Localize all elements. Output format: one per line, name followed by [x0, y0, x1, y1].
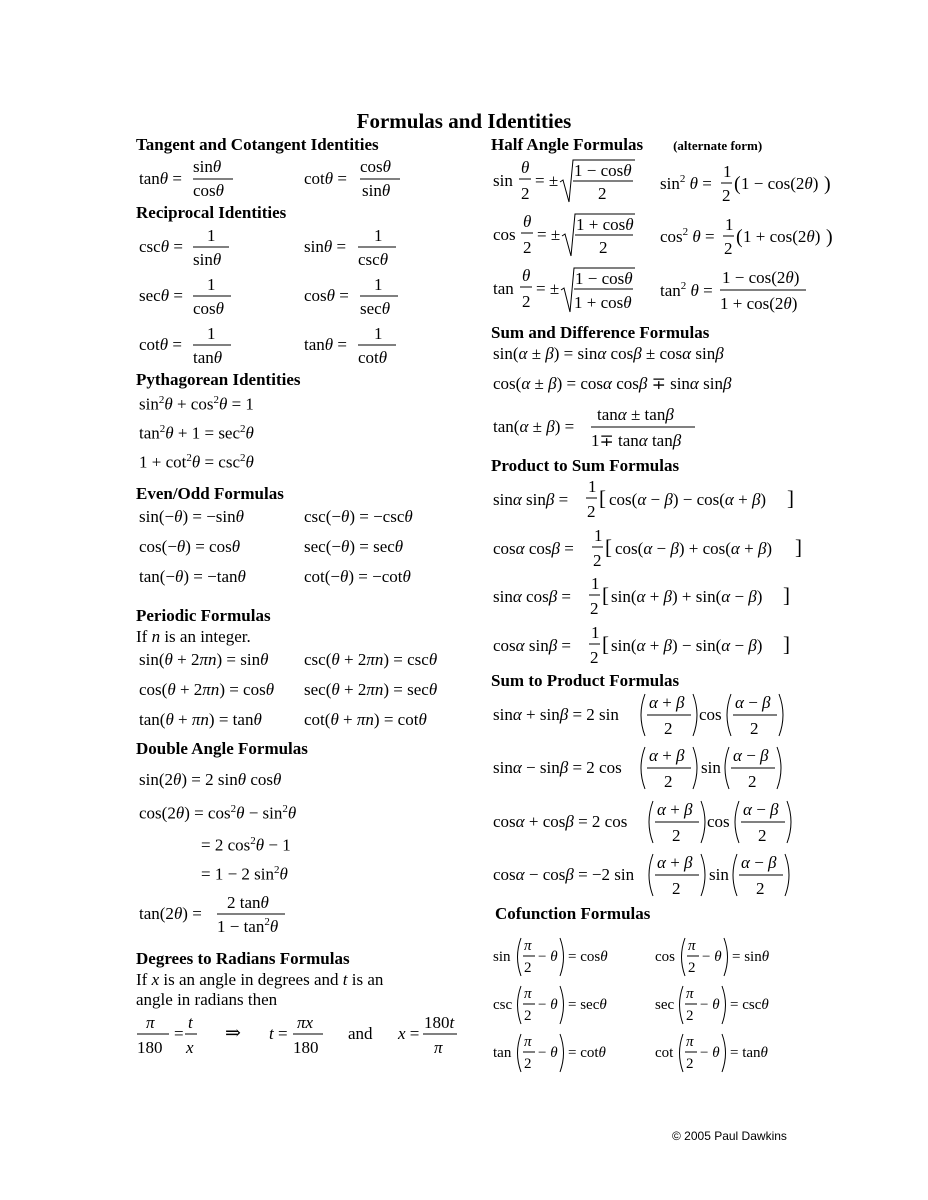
- svg-text:π: π: [524, 986, 532, 1002]
- svg-text:1 − cos(2θ): 1 − cos(2θ): [741, 174, 819, 193]
- svg-text:= ±: = ±: [536, 279, 560, 298]
- formula-half-sin-alt: [660, 162, 835, 214]
- svg-text:2: 2: [598, 184, 607, 203]
- svg-text:cos: cos: [493, 225, 516, 244]
- svg-text:1: 1: [207, 275, 216, 294]
- svg-text:sec: sec: [655, 997, 675, 1013]
- formula-dbl-sin: sin(2θ) = 2 sinθ cosθ: [139, 770, 282, 789]
- heading-sum-to-product: Sum to Product Formulas: [491, 671, 680, 690]
- svg-text:2: 2: [599, 238, 608, 257]
- svg-text:cos(α − β) + cos(α + β): cos(α − β) + cos(α + β): [615, 539, 773, 558]
- svg-text:2: 2: [756, 879, 765, 898]
- formula-per-sec: sec(θ + 2πn) = secθ: [304, 680, 438, 699]
- svg-text:sinθ =: sinθ =: [304, 237, 347, 256]
- svg-text:t: t: [188, 1013, 193, 1032]
- formula-ps-4: [493, 625, 813, 674]
- formula-dbl-cos-3: = 1 − 2 $\sin^2\theta$: [201, 864, 288, 884]
- svg-text:1 − cosθ: 1 − cosθ: [574, 161, 632, 180]
- svg-text:cotθ =: cotθ =: [304, 169, 347, 188]
- heading-half-angle: Half Angle Formulas (alternate form): [491, 135, 763, 154]
- svg-text:cos(α − β) − cos(α + β): cos(α − β) − cos(α + β): [609, 490, 767, 509]
- formula-per-cot: cot(θ + πn) = cotθ: [304, 710, 427, 729]
- svg-text:]: ]: [787, 486, 794, 510]
- svg-text:2: 2: [593, 551, 602, 570]
- heading-periodic: Periodic Formulas: [136, 606, 271, 625]
- svg-text:]: ]: [783, 583, 790, 607]
- svg-text:= cosθ: = cosθ: [568, 949, 608, 965]
- svg-text:[: [: [605, 535, 612, 559]
- svg-text:1∓ tanα tanβ: 1∓ tanα tanβ: [591, 431, 682, 450]
- svg-text:2: 2: [590, 648, 599, 667]
- svg-text:cos: cos: [699, 705, 722, 724]
- svg-text:180t: 180t: [424, 1013, 455, 1032]
- svg-text:(: (: [736, 226, 743, 248]
- svg-text:cosθ: cosθ: [360, 157, 392, 176]
- svg-text:2: 2: [521, 184, 530, 203]
- svg-text:α + β: α + β: [657, 853, 693, 872]
- formula-sd-sin: sin(α ± β) = sinα cosβ ± cosα sinβ: [493, 344, 724, 363]
- svg-text:1 − cosθ: 1 − cosθ: [575, 269, 633, 288]
- svg-text:1: 1: [591, 574, 600, 593]
- formula-cf-sin: [493, 934, 623, 985]
- formula-eo-cot: cot(−θ) = −cotθ: [304, 567, 411, 586]
- svg-text:2 tanθ: 2 tanθ: [227, 893, 269, 912]
- heading-reciprocal: Reciprocal Identities: [136, 203, 287, 222]
- formula-eo-sec: sec(−θ) = secθ: [304, 537, 404, 556]
- formula-sp-4: [493, 850, 813, 907]
- formula-half-cos-alt: [660, 215, 835, 267]
- formula-pyth-2: $\tan^2\theta + 1 = \sec^2\theta$: [139, 423, 254, 443]
- formula-eo-sin: sin(−θ) = −sinθ: [139, 507, 244, 526]
- and-label: and: [348, 1024, 373, 1043]
- svg-text:θ: θ: [523, 212, 532, 231]
- formula-ps-2: [493, 528, 813, 577]
- svg-text:1: 1: [207, 226, 216, 245]
- svg-text:tan(α ± β) =: tan(α ± β) =: [493, 417, 575, 436]
- svg-text:cos: cos: [707, 812, 730, 831]
- svg-text:1: 1: [594, 526, 603, 545]
- svg-text:α + β: α + β: [649, 693, 685, 712]
- svg-text:2: 2: [672, 879, 681, 898]
- formula-cf-csc: [493, 982, 623, 1033]
- formula-sp-3: [493, 797, 803, 854]
- svg-text:cscθ: cscθ: [358, 250, 389, 269]
- svg-text:2: 2: [524, 960, 532, 976]
- svg-text:π: π: [688, 938, 696, 954]
- svg-text:− θ: − θ: [538, 949, 558, 965]
- svg-text:α + β: α + β: [649, 746, 685, 765]
- svg-text:sin: sin: [701, 758, 721, 777]
- svg-text:180: 180: [137, 1038, 163, 1057]
- svg-text:π: π: [524, 938, 532, 954]
- formula-half-sin: [493, 156, 643, 211]
- svg-text:[: [: [602, 583, 609, 607]
- svg-text:= ±: = ±: [535, 171, 559, 190]
- svg-text:2: 2: [748, 772, 757, 791]
- svg-text:α − β: α − β: [741, 853, 777, 872]
- formula-tan-def: [139, 157, 249, 206]
- svg-text:sinα + sinβ = 2 sin: sinα + sinβ = 2 sin: [493, 705, 619, 724]
- heading-pythagorean: Pythagorean Identities: [136, 370, 301, 389]
- formula-sec-recip: [139, 274, 249, 325]
- svg-text:1 − cos(2θ): 1 − cos(2θ): [722, 268, 800, 287]
- formula-per-sin: sin(θ + 2πn) = sinθ: [139, 650, 269, 669]
- heading-degrees-radians: Degrees to Radians Formulas: [136, 949, 350, 968]
- svg-text:1 + cos(2θ): 1 + cos(2θ): [743, 227, 821, 246]
- formula-dbl-cos-1: $\cos(2\theta) = \cos^2\theta - \sin^2\theta$: [139, 803, 297, 823]
- svg-text:2: 2: [758, 826, 767, 845]
- svg-text:θ: θ: [521, 158, 530, 177]
- svg-text:tanθ =: tanθ =: [139, 169, 182, 188]
- svg-text:180: 180: [293, 1038, 319, 1057]
- svg-text:cosα − cosβ = −2 sin: cosα − cosβ = −2 sin: [493, 865, 635, 884]
- svg-text:= secθ: = secθ: [568, 997, 607, 1013]
- svg-text:π: π: [686, 1034, 694, 1050]
- svg-text:2: 2: [524, 1008, 532, 1024]
- formula-cos-recip: [304, 274, 414, 325]
- svg-text:− θ: − θ: [702, 949, 722, 965]
- degrees-note-line-1: If x is an angle in degrees and t is an: [136, 970, 384, 989]
- svg-text:2: 2: [686, 1056, 694, 1072]
- svg-text:1 + cosθ: 1 + cosθ: [576, 215, 634, 234]
- svg-text:tan2 θ =: $\tan^2 \theta$ =: [660, 280, 713, 300]
- svg-text:cosθ: cosθ: [193, 299, 225, 318]
- svg-text:x =: x =: [398, 1024, 420, 1043]
- formula-per-csc: csc(θ + 2πn) = cscθ: [304, 650, 438, 669]
- heading-product-to-sum: Product to Sum Formulas: [491, 456, 680, 475]
- svg-text:1 − tan2θ: $1 - \tan^2\theta$: [217, 916, 279, 936]
- svg-text:): ): [826, 226, 833, 248]
- formula-dbl-cos-2: = 2 $\cos^2\theta - 1$: [201, 835, 291, 855]
- svg-text:1: 1: [723, 162, 732, 181]
- svg-text:csc: csc: [493, 997, 513, 1013]
- svg-text:= cscθ: = cscθ: [730, 997, 769, 1013]
- svg-text:sin: sin: [493, 171, 513, 190]
- formula-per-tan: tan(θ + πn) = tanθ: [139, 710, 262, 729]
- svg-text:cscθ =: cscθ =: [139, 237, 183, 256]
- heading-double-angle: Double Angle Formulas: [136, 739, 308, 758]
- formula-eo-cos: cos(−θ) = cosθ: [139, 537, 241, 556]
- svg-text:[: [: [602, 632, 609, 656]
- svg-text:sinα − sinβ = 2 cos: sinα − sinβ = 2 cos: [493, 758, 622, 777]
- svg-text:tan: tan: [493, 279, 514, 298]
- formula-eo-tan: tan(−θ) = −tanθ: [139, 567, 246, 586]
- svg-text:2: 2: [672, 826, 681, 845]
- formula-half-cos: [493, 210, 643, 265]
- svg-text:tan(2θ) =: tan(2θ) =: [139, 904, 202, 923]
- svg-text:2: 2: [688, 960, 696, 976]
- formula-cot-def: [304, 157, 414, 206]
- svg-text:cosθ: cosθ: [193, 181, 225, 200]
- svg-text:tanα ± tanβ: tanα ± tanβ: [597, 405, 674, 424]
- svg-text:]: ]: [783, 632, 790, 656]
- svg-text:= tanθ: = tanθ: [730, 1045, 768, 1061]
- formula-eo-csc: csc(−θ) = −cscθ: [304, 507, 413, 526]
- svg-text:tanθ: tanθ: [193, 348, 223, 367]
- svg-text:): ): [824, 173, 831, 195]
- svg-text:sinθ: sinθ: [362, 181, 391, 200]
- svg-text:tan: tan: [493, 1045, 512, 1061]
- svg-text:=: =: [174, 1024, 184, 1043]
- page-title: Formulas and Identities: [356, 109, 572, 133]
- formula-tan-recip: [304, 323, 414, 374]
- svg-text:]: ]: [795, 535, 802, 559]
- formula-sin-recip: [304, 225, 414, 276]
- svg-text:2: 2: [724, 239, 733, 258]
- svg-text:α − β: α − β: [735, 693, 771, 712]
- svg-text:α − β: α − β: [743, 800, 779, 819]
- svg-text:cosα + cosβ = 2 cos: cosα + cosβ = 2 cos: [493, 812, 628, 831]
- copyright-notice: © 2005 Paul Dawkins: [672, 1129, 787, 1143]
- svg-text:1: 1: [374, 226, 383, 245]
- svg-text:1: 1: [374, 324, 383, 343]
- svg-text:cosα sinβ =: cosα sinβ =: [493, 636, 572, 655]
- svg-text:sinθ: sinθ: [193, 157, 222, 176]
- svg-text:sinα cosβ =: sinα cosβ =: [493, 587, 572, 606]
- svg-text:πx: πx: [297, 1013, 314, 1032]
- svg-text:= ±: = ±: [537, 225, 561, 244]
- svg-text:θ: θ: [522, 266, 531, 285]
- svg-text:α + β: α + β: [657, 800, 693, 819]
- heading-sum-difference: Sum and Difference Formulas: [491, 323, 710, 342]
- svg-text:cot: cot: [655, 1045, 674, 1061]
- svg-text:1: 1: [591, 623, 600, 642]
- svg-text:1: 1: [588, 477, 597, 496]
- svg-text:2: 2: [664, 719, 673, 738]
- formula-cf-tan: [493, 1030, 623, 1081]
- svg-text:2: 2: [524, 1056, 532, 1072]
- svg-text:α − β: α − β: [733, 746, 769, 765]
- svg-text:= sinθ: = sinθ: [732, 949, 770, 965]
- alternate-form-label: (alternate form): [673, 138, 763, 153]
- svg-text:1: 1: [374, 275, 383, 294]
- formula-per-cos: cos(θ + 2πn) = cosθ: [139, 680, 275, 699]
- formula-half-tan-alt: [660, 266, 820, 323]
- svg-text:− θ: − θ: [700, 997, 720, 1013]
- svg-text:sinα sinβ =: sinα sinβ =: [493, 490, 569, 509]
- svg-text:1: 1: [725, 215, 734, 234]
- formula-sp-1: [493, 690, 803, 747]
- svg-text:2: 2: [522, 292, 531, 311]
- formula-cf-cos: [655, 934, 785, 985]
- heading-cofunction: Cofunction Formulas: [495, 904, 651, 923]
- svg-text:− θ: − θ: [700, 1045, 720, 1061]
- formula-sp-2: [493, 743, 803, 800]
- svg-text:π: π: [524, 1034, 532, 1050]
- periodic-note: If n is an integer.: [136, 627, 251, 646]
- svg-text:2: 2: [750, 719, 759, 738]
- svg-text:sinθ: sinθ: [193, 250, 222, 269]
- svg-text:sin(α + β) + sin(α − β): sin(α + β) + sin(α − β): [611, 587, 763, 606]
- svg-text:2: 2: [722, 186, 731, 205]
- implies-arrow-icon: ⇒: [225, 1023, 241, 1044]
- formula-csc-recip: [139, 225, 249, 276]
- svg-text:π: π: [686, 986, 694, 1002]
- formula-cf-cot: [655, 1030, 785, 1081]
- svg-text:x: x: [186, 1038, 194, 1057]
- formula-sd-cos: cos(α ± β) = cosα cosβ ∓ sinα sinβ: [493, 374, 732, 393]
- svg-text:cos: cos: [655, 949, 675, 965]
- svg-text:− θ: − θ: [538, 1045, 558, 1061]
- formula-deg-rad: [137, 1012, 467, 1065]
- svg-text:1 + cosθ: 1 + cosθ: [574, 293, 632, 312]
- svg-text:(: (: [734, 173, 741, 195]
- svg-text:π: π: [434, 1038, 443, 1057]
- svg-text:sin(α + β) − sin(α − β): sin(α + β) − sin(α − β): [611, 636, 763, 655]
- svg-text:t =: t =: [269, 1024, 288, 1043]
- svg-text:− θ: − θ: [538, 997, 558, 1013]
- svg-text:sin: sin: [493, 949, 511, 965]
- svg-text:sin: sin: [709, 865, 729, 884]
- svg-text:tanθ =: tanθ =: [304, 335, 347, 354]
- formula-cot-recip: [139, 323, 249, 374]
- degrees-note-line-2: angle in radians then: [136, 990, 278, 1009]
- svg-text:secθ =: secθ =: [139, 286, 183, 305]
- svg-text:1: 1: [207, 324, 216, 343]
- svg-text:2: 2: [686, 1008, 694, 1024]
- heading-even-odd: Even/Odd Formulas: [136, 484, 284, 503]
- formula-sd-tan: [493, 403, 703, 456]
- formula-pyth-1: $\sin^2\theta + \cos^2\theta = 1$: [139, 394, 254, 414]
- svg-text:cos2 θ =: $\cos^2 \theta$ =: [660, 226, 715, 246]
- svg-text:1 + cos(2θ): 1 + cos(2θ): [720, 294, 798, 313]
- svg-text:cosα cosβ =: cosα cosβ =: [493, 539, 574, 558]
- formula-half-tan: [493, 264, 643, 321]
- svg-text:π: π: [146, 1013, 155, 1032]
- svg-text:cotθ =: cotθ =: [139, 335, 182, 354]
- svg-text:secθ: secθ: [360, 299, 391, 318]
- formula-cf-sec: [655, 982, 785, 1033]
- svg-text:cosθ =: cosθ =: [304, 286, 349, 305]
- svg-text:[: [: [599, 486, 606, 510]
- formula-dbl-tan: [139, 891, 299, 942]
- formula-pyth-3: $1 + \cot^2\theta = \csc^2\theta$: [139, 452, 254, 472]
- svg-text:2: 2: [664, 772, 673, 791]
- heading-tangent-cotangent: Tangent and Cotangent Identities: [136, 135, 379, 154]
- formula-ps-1: [493, 479, 813, 528]
- formula-ps-3: [493, 576, 813, 625]
- svg-text:sin2 θ =: $\sin^2 \theta$ =: [660, 173, 712, 193]
- svg-text:2: 2: [523, 238, 532, 257]
- svg-text:= cotθ: = cotθ: [568, 1045, 606, 1061]
- svg-text:cotθ: cotθ: [358, 348, 388, 367]
- svg-text:2: 2: [587, 502, 596, 521]
- svg-text:2: 2: [590, 599, 599, 618]
